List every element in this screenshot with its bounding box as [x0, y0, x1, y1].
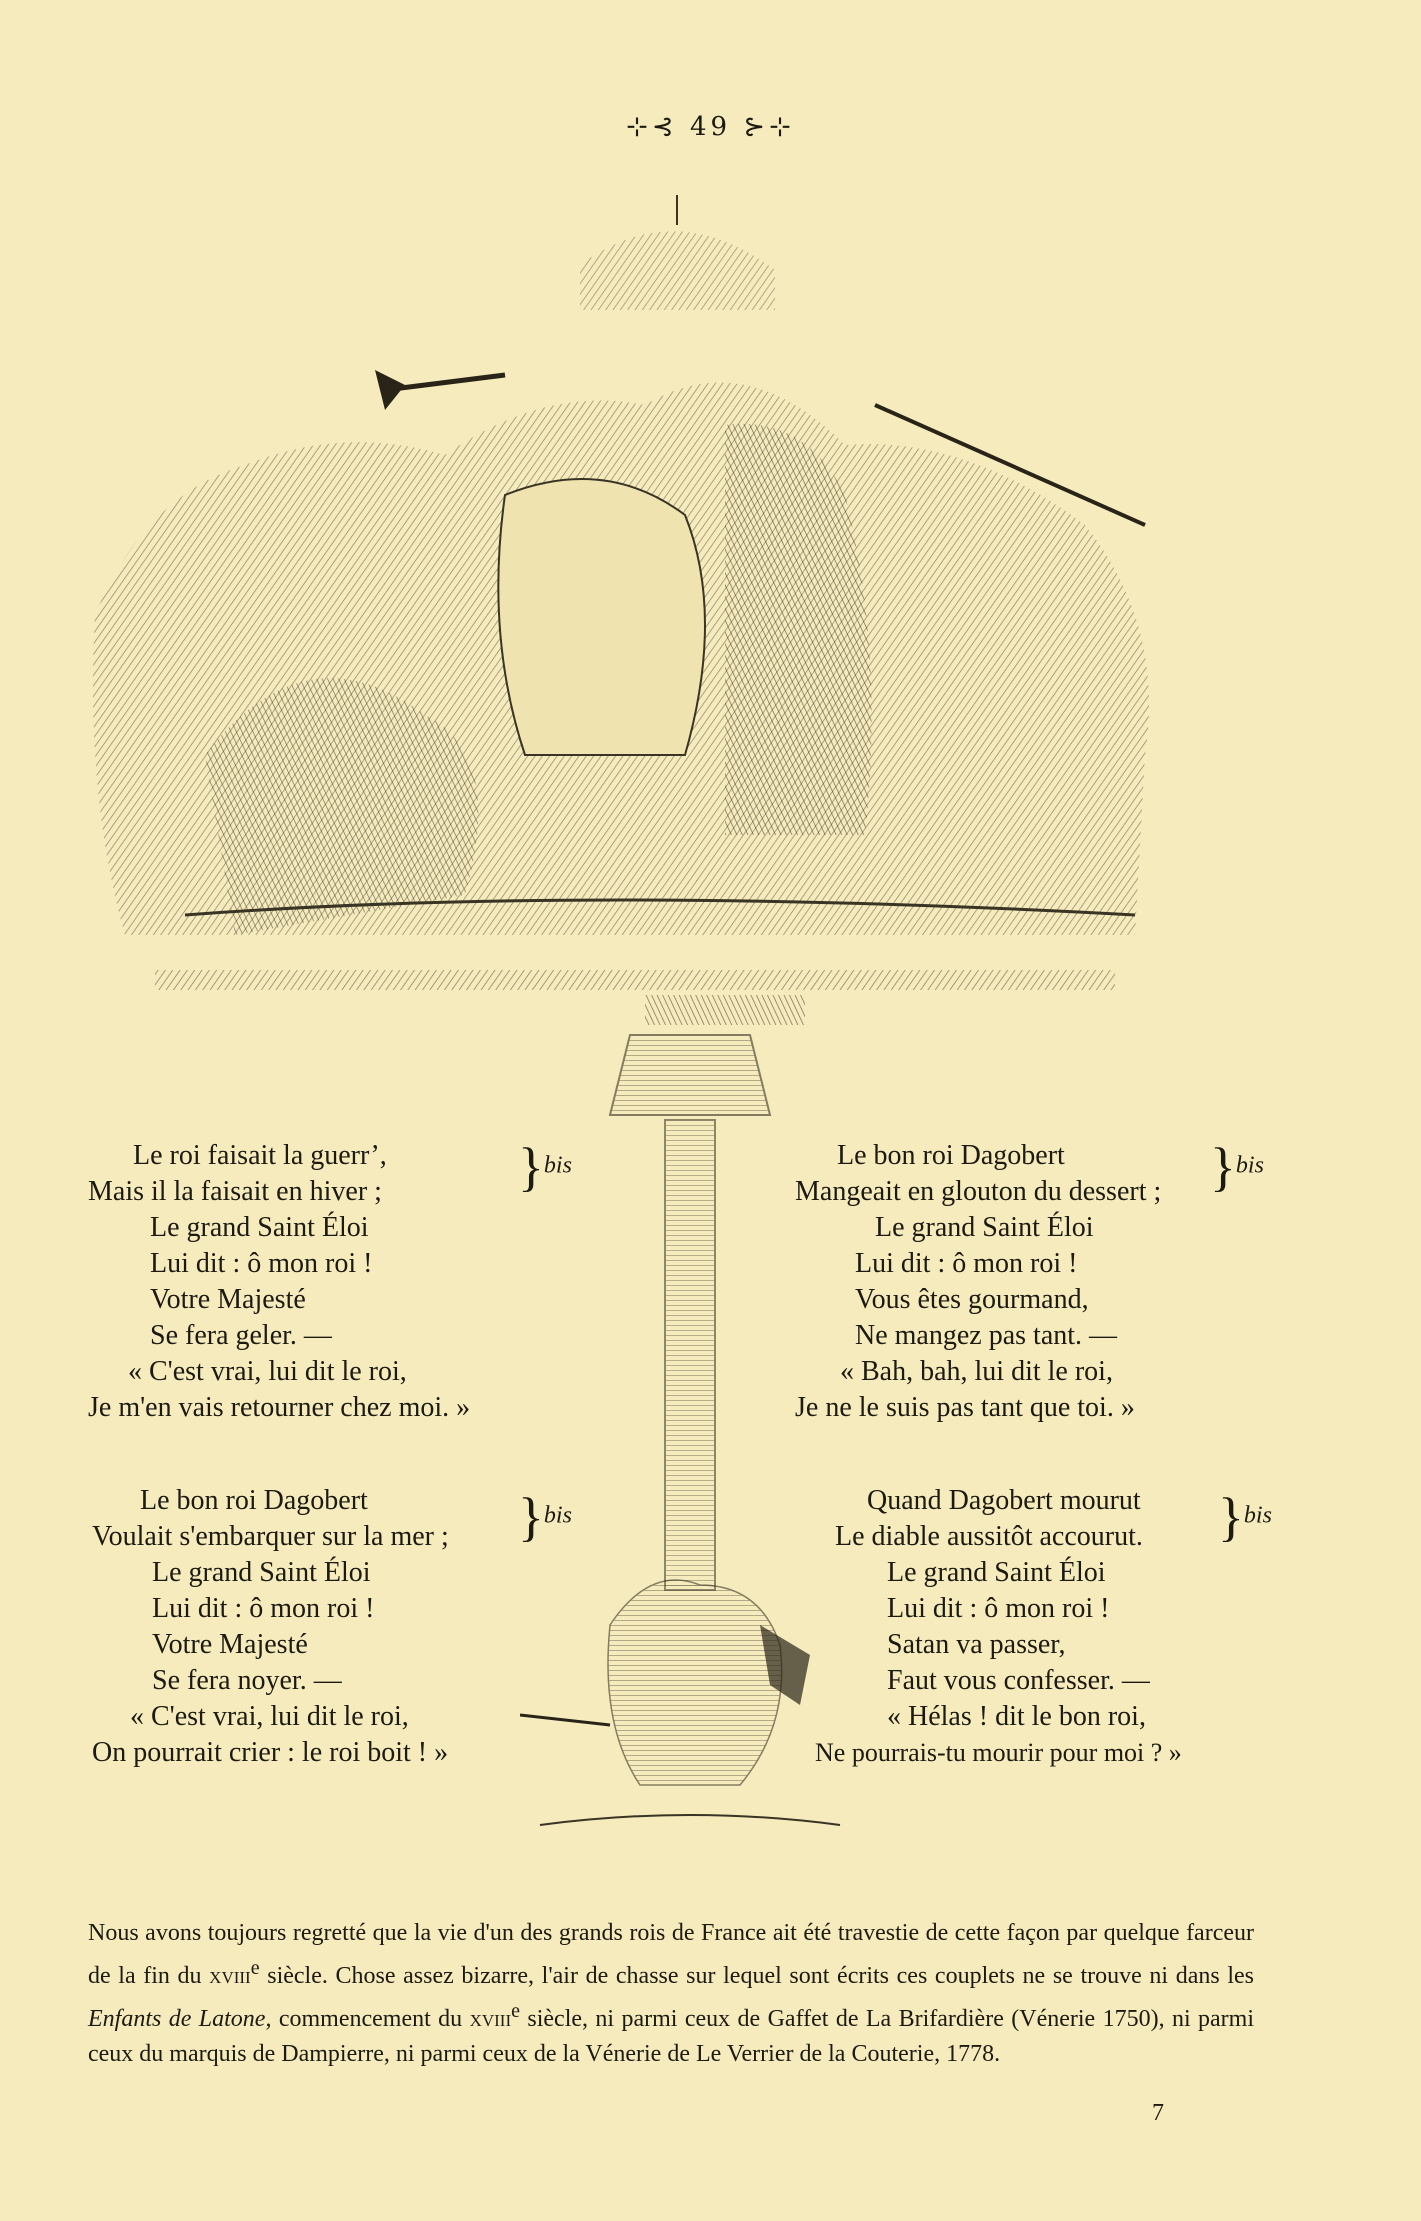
stanza-line: Se fera noyer. — [152, 1665, 342, 1696]
stanza-line: Lui dit : ô mon roi ! [887, 1593, 1110, 1624]
stanza-line: On pourrait crier : le roi boit ! » [92, 1737, 449, 1768]
stanza-line: Je m'en vais retourner chez moi. » [88, 1392, 471, 1423]
stanza-line: Lui dit : ô mon roi ! [150, 1248, 373, 1279]
stanza-line: Votre Majesté [150, 1284, 306, 1315]
stanza-line: Le grand Saint Éloi [887, 1557, 1106, 1588]
stanza-line: Quand Dagobert mourut [867, 1485, 1141, 1516]
stanza-line: Lui dit : ô mon roi ! [152, 1593, 375, 1624]
bis-marker-2: }bis [1210, 1137, 1264, 1197]
bis-marker-1: }bis [518, 1137, 572, 1197]
stanza-line: « C'est vrai, lui dit le roi, [128, 1356, 407, 1387]
stanza-line: Ne mangez pas tant. — [855, 1320, 1118, 1351]
stanza-line: Se fera geler. — [150, 1320, 332, 1351]
brace-icon: } [518, 1487, 544, 1547]
stanza-line: « Hélas ! dit le bon roi, [887, 1701, 1146, 1732]
brace-icon: } [1218, 1487, 1244, 1547]
book-title: Enfants de Latone, [88, 2006, 272, 2032]
stanza-line: Satan va passer, [887, 1629, 1066, 1660]
stanza-line: Lui dit : ô mon roi ! [855, 1248, 1078, 1279]
bis-marker-3: }bis [518, 1487, 572, 1547]
signature-number: 7 [1152, 2100, 1164, 2126]
stanza-line: « Bah, bah, lui dit le roi, [840, 1356, 1113, 1387]
engraving-illustration [85, 195, 1170, 1025]
ornament-right-icon: ⊱⊹ [743, 112, 795, 142]
stanza-line: Votre Majesté [152, 1629, 308, 1660]
stanza-line: Le grand Saint Éloi [152, 1557, 371, 1588]
stanza-line: Le bon roi Dagobert [140, 1485, 368, 1516]
stanza-line: Le diable aussitôt accourut. [835, 1521, 1143, 1552]
stanza-2 [795, 1138, 1161, 1426]
stanza-line: « C'est vrai, lui dit le roi, [130, 1701, 409, 1732]
stanza-line: Mais il la faisait en hiver ; [88, 1176, 382, 1207]
stanza-1 [88, 1138, 470, 1426]
stanza-line: Le grand Saint Éloi [150, 1212, 369, 1243]
commentary-paragraph: Nous avons toujours regretté que la vie d'un des grands rois de France ait été travestie de cette façon par quelque farceur de la fin du xviii$^e$ siècle. Chose assez bizarre, l'air de chasse sur lequel sont écrits ces couplets ne se trouve ni dans les Enfants de Latone, commencement du xviii$^e$ siècle, ni parmi ceux de Gaffet de La Brifardière (Vénerie 1750), ni parmi ceux du marquis de Dampierre, ni parmi ceux de la Vénerie de Le Verrier de la Couterie, 1778. [88, 1920, 1254, 2067]
stanza-3 [92, 1483, 449, 1771]
stanza-4 [815, 1483, 1182, 1771]
stanza-line: Mangeait en glouton du dessert ; [795, 1176, 1162, 1207]
stanza-line: Le grand Saint Éloi [875, 1212, 1094, 1243]
ornament-left-icon: ⊹⊰ [626, 112, 678, 142]
stanza-line: Voulait s'embarquer sur la mer ; [92, 1521, 449, 1552]
brace-icon: } [518, 1137, 544, 1197]
stanza-line: Vous êtes gourmand, [855, 1284, 1089, 1315]
stanza-line: Ne pourrais-tu mourir pour moi ? » [815, 1738, 1182, 1767]
stanza-line: Le roi faisait la guerr’, [133, 1140, 387, 1171]
stanza-line: Je ne le suis pas tant que toi. » [795, 1392, 1135, 1423]
page-number: ⊹⊰ 49 ⊱⊹ [626, 112, 795, 142]
brace-icon: } [1210, 1137, 1236, 1197]
bis-marker-4: }bis [1218, 1487, 1272, 1547]
stanza-line: Le bon roi Dagobert [837, 1140, 1065, 1171]
stanza-line: Faut vous confesser. — [887, 1665, 1150, 1696]
